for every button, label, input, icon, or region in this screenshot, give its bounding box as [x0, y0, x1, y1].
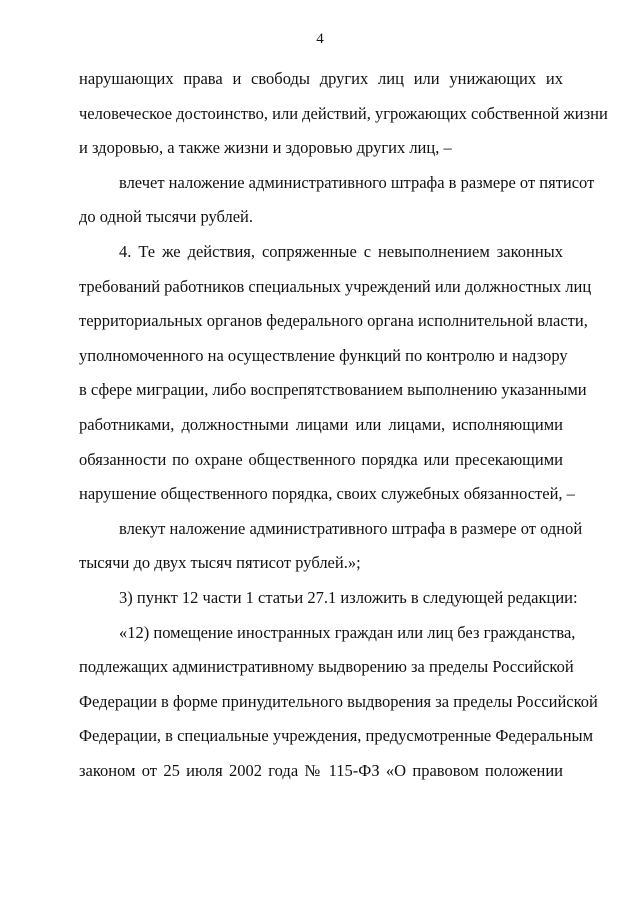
text-line: нарушающих права и свободы других лиц или унижающих их	[79, 69, 563, 88]
text-line: работниками, должностными лицами или лицами, исполняющими	[79, 414, 563, 434]
page-number: 4	[316, 31, 324, 47]
text-line: требований работников специальных учреждений или должностных лиц	[79, 276, 592, 296]
text-line: в сфере миграции, либо воспрепятствованием выполнению указанными	[79, 380, 587, 400]
text-line: до одной тысячи рублей.	[79, 207, 253, 227]
text-line: Федерации, в специальные учреждения, предусмотренные Федеральным	[79, 726, 594, 746]
text-line: и здоровью, а также жизни и здоровью других лиц, –	[79, 138, 452, 158]
paragraph-continuation	[79, 62, 608, 166]
paragraph-penalty-2	[79, 512, 583, 581]
text-line: подлежащих административному выдворению за пределы Российской	[79, 657, 574, 677]
document-body	[79, 62, 608, 788]
text-line: «12) помещение иностранных граждан или лиц без гражданства,	[119, 622, 576, 642]
paragraph-item-4	[79, 235, 592, 512]
text-line: Федерации в форме принудительного выдворения за пределы Российской	[79, 691, 598, 711]
text-line: человеческое достоинство, или действий, угрожающих собственной жизни	[79, 103, 608, 123]
text-line: 3) пункт 12 части 1 статьи 27.1 изложить в следующей редакции:	[119, 587, 578, 607]
text-line: законом от 25 июля 2002 года № 115-ФЗ «О правовом положении	[79, 760, 563, 780]
paragraph-penalty-1	[79, 166, 595, 235]
paragraph-item-12	[79, 616, 598, 789]
text-line: уполномоченного на осуществление функций по контролю и надзору	[79, 345, 568, 365]
text-line: обязанности по охране общественного порядка или пресекающими	[79, 449, 563, 469]
text-line: влекут наложение административного штрафа в размере от одной	[119, 518, 583, 538]
text-line: 4. Те же действия, сопряженные с невыполнением законных	[119, 241, 563, 261]
text-line: влечет наложение административного штрафа в размере от пятисот	[119, 172, 595, 192]
paragraph-item-3	[79, 581, 578, 616]
text-line: нарушение общественного порядка, своих служебных обязанностей, –	[79, 484, 575, 504]
text-line: территориальных органов федерального органа исполнительной власти,	[79, 311, 588, 331]
text-line: тысячи до двух тысяч пятисот рублей.»;	[79, 553, 361, 573]
